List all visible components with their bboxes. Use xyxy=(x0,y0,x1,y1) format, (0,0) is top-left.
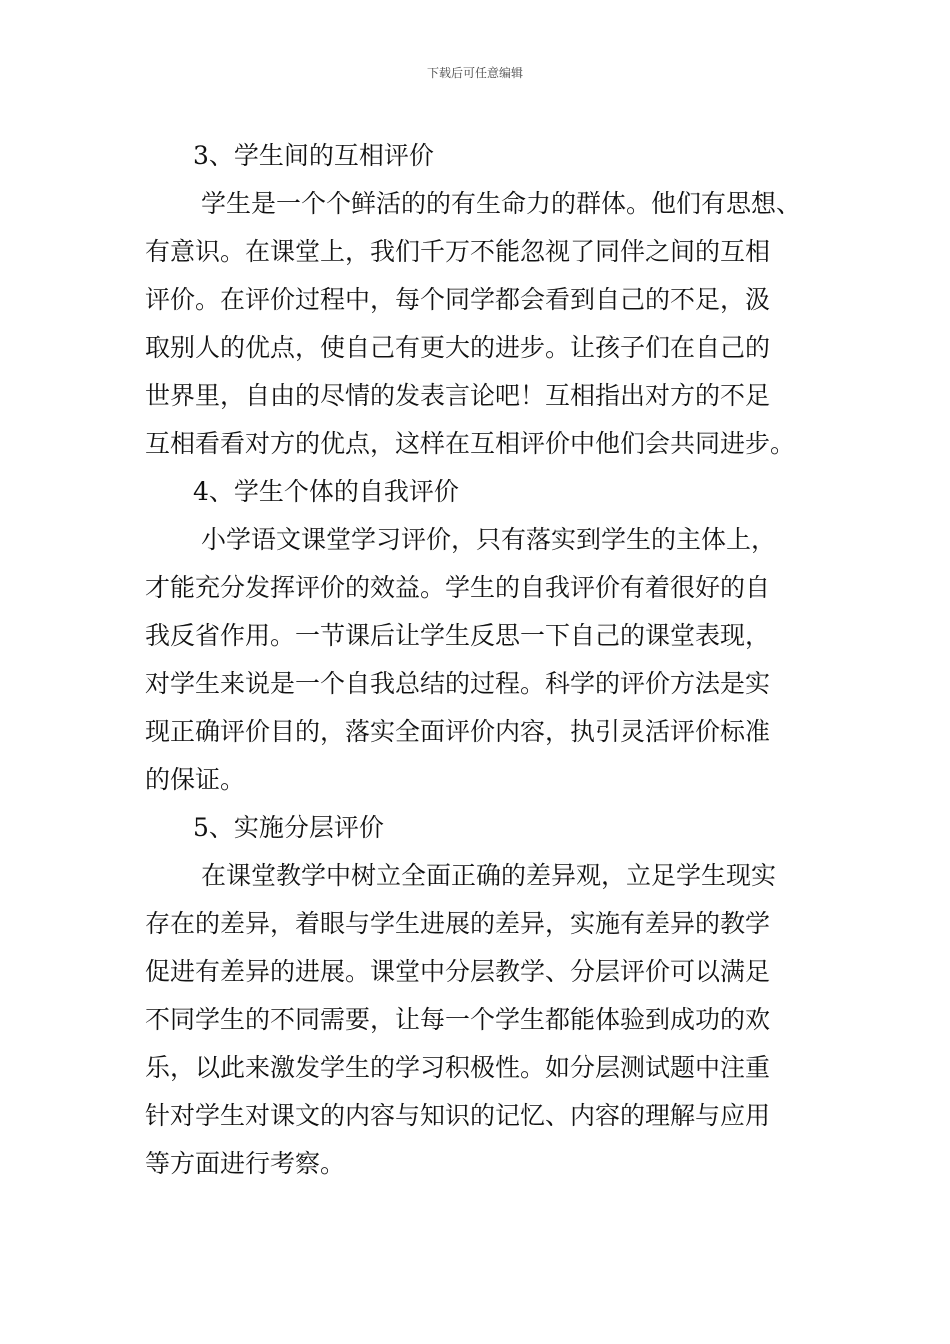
paragraph-line: 世界里，自由的尽情的发表言论吧！互相指出对方的不足 xyxy=(145,381,771,410)
paragraph-line: 取别人的优点，使自己有更大的进步。让孩子们在自己的 xyxy=(145,333,771,362)
paragraph-line: 等方面进行考察。 xyxy=(145,1149,346,1178)
paragraph-line: 的保证。 xyxy=(145,765,246,794)
paragraph-line: 互相看看对方的优点，这样在互相评价中他们会共同进步。 xyxy=(145,429,796,458)
paragraph-line: 针对学生对课文的内容与知识的记忆、内容的理解与应用 xyxy=(145,1101,771,1130)
page-header: 下载后可任意编辑 xyxy=(426,66,523,80)
paragraph-line: 不同学生的不同需要，让每一个学生都能体验到成功的欢 xyxy=(145,1005,771,1034)
paragraph-line: 学生是一个个鲜活的的有生命力的群体。他们有思想、 xyxy=(201,189,802,218)
section-heading: 4、学生个体的自我评价 xyxy=(193,477,459,506)
paragraph-line: 评价。在评价过程中，每个同学都会看到自己的不足，汲 xyxy=(145,285,771,314)
paragraph-line: 乐，以此来激发学生的学习积极性。如分层测试题中注重 xyxy=(145,1053,771,1082)
paragraph-line: 在课堂教学中树立全面正确的差异观，立足学生现实 xyxy=(201,861,777,890)
section-heading: 3、学生间的互相评价 xyxy=(193,141,434,170)
paragraph-line: 促进有差异的进展。课堂中分层教学、分层评价可以满足 xyxy=(145,957,771,986)
paragraph-line: 小学语文课堂学习评价，只有落实到学生的主体上， xyxy=(201,525,777,554)
document-body xyxy=(145,132,825,1188)
paragraph-line: 对学生来说是一个自我总结的过程。科学的评价方法是实 xyxy=(145,669,771,698)
paragraph-line: 才能充分发挥评价的效益。学生的自我评价有着很好的自 xyxy=(145,573,771,602)
section-heading: 5、实施分层评价 xyxy=(193,813,384,842)
paragraph-line: 存在的差异，着眼与学生进展的差异，实施有差异的教学 xyxy=(145,909,771,938)
paragraph-line: 我反省作用。一节课后让学生反思一下自己的课堂表现， xyxy=(145,621,771,650)
paragraph-line: 现正确评价目的，落实全面评价内容，执引灵活评价标准 xyxy=(145,717,771,746)
paragraph-line: 有意识。在课堂上，我们千万不能忽视了同伴之间的互相 xyxy=(145,237,771,266)
